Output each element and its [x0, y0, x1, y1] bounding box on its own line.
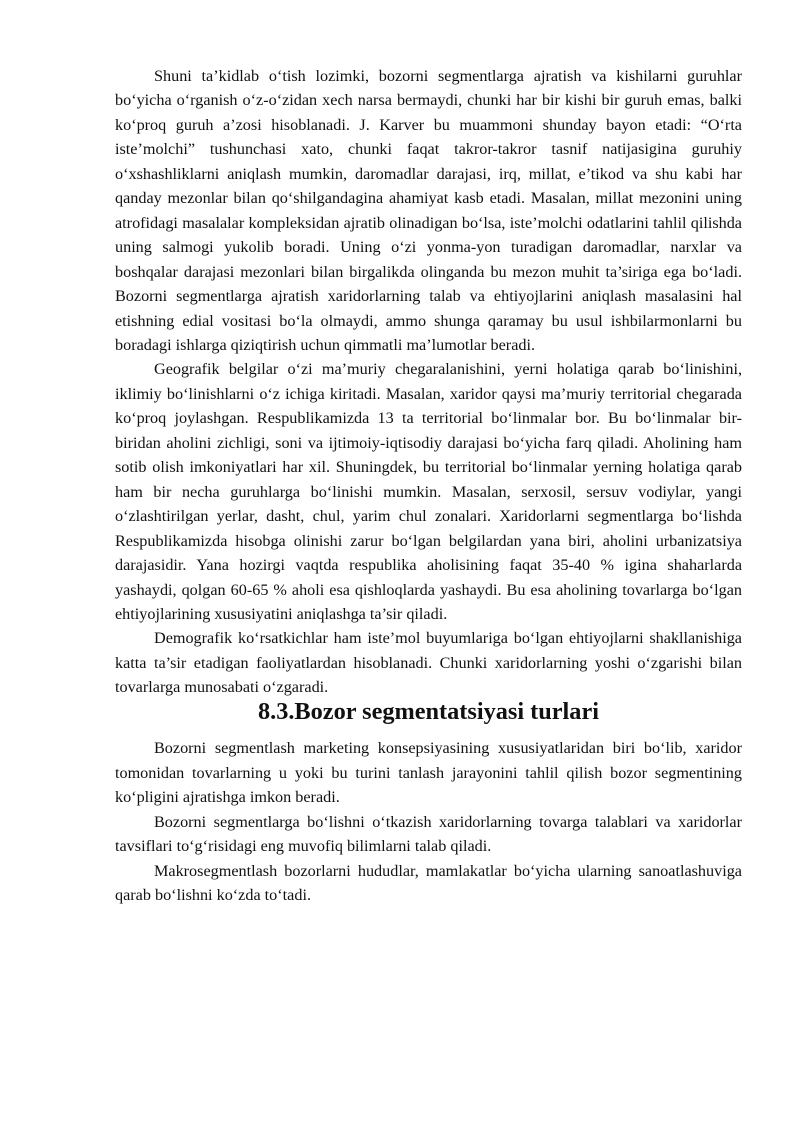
section-heading: 8.3.Bozor segmentatsiyasi turlari [257, 697, 599, 725]
paragraph-segmentation-requirements: Bozorni segmentlarga bo‘lishni o‘tkazish xaridorlarning tovarga talablari va xaridorlar tavsiflari to‘g‘risidagi eng muvofiq bilimlarni talab qiladi. [115, 812, 742, 856]
paragraph-macrosegmentation: Makrosegmentlash bozorlarni hududlar, mamlakatlar bo‘yicha ularning sanoatlashuviga qarab bo‘lishni ko‘zda to‘tadi. [115, 861, 742, 904]
document-page [115, 64, 742, 907]
paragraph-segmentation-critique: Shuni ta’kidlab o‘tish lozimki, bozorni segmentlarga ajratish va kishilarni guruhlar bo‘yicha o‘rganish o‘z-o‘zidan xech narsa bermaydi, chunki har bir kishi bir guruh emas, balki ko‘proq guruh a’zosi hisoblanadi. J. Karver bu muammoni shunday bayon etadi: “O‘rta iste’molchi” tushunchasi xato, chunki faqat takror-takror tasnif natijasigina guruhiy o‘xshashliklarni aniqlash mumkin, daromadlar darajasi, irq, millat, e’tikod va shu kabi har qanday mezonlar bilan qo‘shilgandagina ahamiyat kasb etadi. Masalan, millat mezonini uning atrofidagi masalalar kompleksidan ajratib olinadigan bo‘lsa, iste’molchi odatlarini tahlil qilishda uning salmogi yukolib boradi. Uning o‘zi yonma-yon turadigan daromadlar, narxlar va boshqalar darajasi mezonlari bilan birgalikda olinganda bu mezon muhit ta’siriga ega bo‘ladi. Bozorni segmentlarga ajratish xaridorlarning talab va ehtiyojlarini aniqlash masalasini hal etishning edial vositasi bo‘la olmaydi, ammo shunga qaramay bu usul ishbilarmonlarni bu boradagi ishlarga qiziqtirish uchun qimmatli ma’lumotlar beradi. [115, 67, 742, 354]
paragraph-geographic-criteria: Geografik belgilar o‘zi ma’muriy chegaralanishini, yerni holatiga qarab bo‘linishini, iklimiy bo‘linishlarni o‘z ichiga kiritadi. Masalan, xaridor qaysi ma’muriy territorial chegarada ko‘proq joylashgan. Respublikamizda 13 ta territorial bo‘linmalar bor. Bu bo‘linmalar bir-biridan aholini zichligi, soni va ijtimoiy-iqtisodiy darajasi bo‘yicha farq qiladi. Aholining ham sotib olish imkoniyatlari har xil. Shuningdek, bu territorial bo‘linmalar yerning holatiga qarab ham bir necha guruhlarga bo‘linishi mumkin. Masalan, serxosil, sersuv vodiylar, yangi o‘zlashtirilgan yerlar, dasht, chul, yarim chul zonalari. Xaridorlarni segmentlarga bo‘lishda Respublikamizda hisobga olinishi zarur bo‘lgan belgilardan yana biri, aholini urbanizatsiya darajasidir. Yana hozirgi vaqtda respublika aholisining faqat 35-40 % igina shaharlarda yashaydi, qolgan 60-65 % aholi esa qishloqlarda yashaydi. Bu esa aholining tovarlarga bo‘lgan ehtiyojlarining xususiyatini aniqlashga ta’sir qiladi. [115, 360, 742, 623]
paragraph-demographic-indicators: Demografik ko‘rsatkichlar ham iste’mol buyumlariga bo‘lgan ehtiyojlarni shakllanishiga katta ta’sir etadigan faoliyatlardan hisoblanadi. Chunki xaridorlarning yoshi o‘zgarishi bilan tovarlarga munosabati o‘zgaradi. [115, 629, 742, 697]
paragraph-segmentation-concept: Bozorni segmentlash marketing konsepsiyasining xususiyatlaridan biri bo‘lib, xaridor tomonidan tovarlarning u yoki bu turini tanlash jarayonini tahlil qilish bozor segmentining ko‘pligini ajratishga imkon beradi. [115, 739, 742, 807]
